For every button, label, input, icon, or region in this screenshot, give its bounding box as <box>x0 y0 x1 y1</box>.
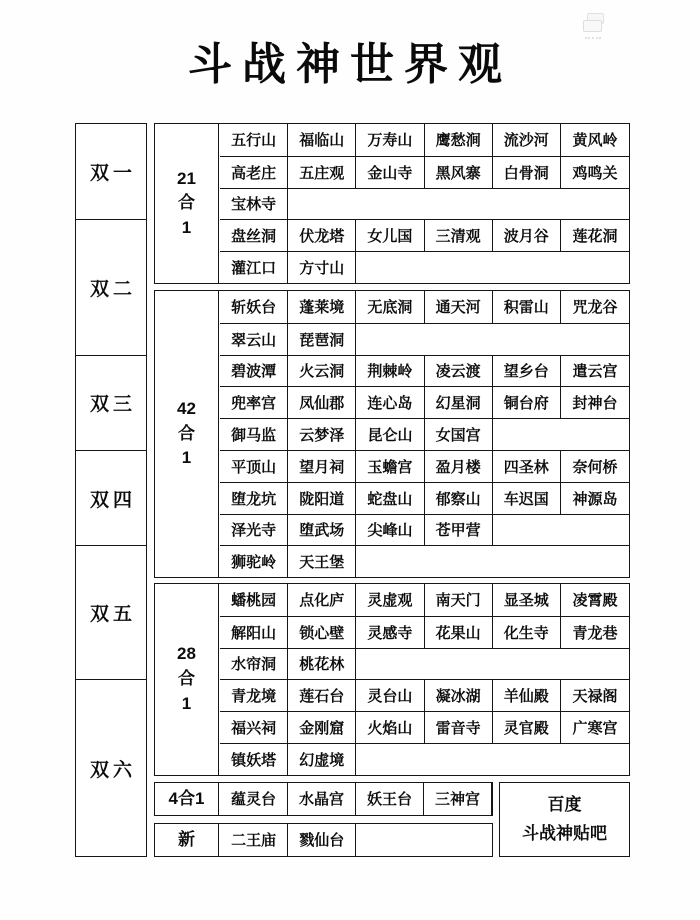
footer-credit-line1: 百度 <box>547 794 582 814</box>
row-group-label: 双六 <box>76 679 146 857</box>
location-cell: 雷音寺 <box>425 712 493 743</box>
location-cell: 莲花洞 <box>572 228 618 246</box>
location-cell: 车迟国 <box>493 483 561 514</box>
location-cell: 羊仙殿 <box>493 680 561 711</box>
location-cell: 堕龙坑 <box>220 483 288 514</box>
table-row <box>220 743 629 775</box>
section-label <box>155 824 219 856</box>
location-cell: 兜率宫 <box>220 387 288 418</box>
table-row <box>220 291 629 323</box>
location-cell: 封神台 <box>572 395 618 413</box>
table-row <box>220 648 629 680</box>
location-cell: 堕武场 <box>288 515 356 546</box>
location-cell: 蓬莱境 <box>288 291 356 323</box>
section-label-line: 21 <box>177 168 196 188</box>
location-cell: 四圣林 <box>493 451 561 482</box>
worldview-table <box>75 123 631 859</box>
location-cell: 无底洞 <box>356 291 424 323</box>
section-label <box>155 124 219 283</box>
location-cell: 盘丝洞 <box>220 220 288 251</box>
table-row <box>220 824 492 856</box>
section-label-line: 1 <box>181 693 192 713</box>
section-rows <box>220 824 492 856</box>
empty-cells <box>493 419 629 450</box>
location-cell: 幻星洞 <box>425 387 493 418</box>
location-cell: 斩妖台 <box>220 291 288 323</box>
location-cell: 神源岛 <box>572 490 618 508</box>
empty-cells <box>356 649 629 680</box>
row-group-label: 双三 <box>76 355 146 450</box>
location-cell: 方寸山 <box>288 252 356 283</box>
location-cell: 苍甲营 <box>425 515 493 546</box>
location-cell: 通天河 <box>425 291 493 323</box>
location-cell: 三神宫 <box>424 783 492 815</box>
location-cell: 玉蟾宫 <box>356 451 424 482</box>
watermark-icon-underline <box>585 33 601 39</box>
location-cell: 花果山 <box>425 617 493 648</box>
section-box <box>154 782 493 816</box>
table-row <box>220 711 629 743</box>
location-cell: 陇阳道 <box>288 483 356 514</box>
section-rows <box>220 124 629 283</box>
empty-cells <box>356 546 629 577</box>
location-cell: 镇妖塔 <box>220 744 288 775</box>
location-cell: 灵官殿 <box>493 712 561 743</box>
table-row <box>220 616 629 648</box>
empty-cells <box>356 744 629 775</box>
location-cell: 凝冰湖 <box>425 680 493 711</box>
watermark-icon-bottom <box>583 20 602 32</box>
location-cell: 连心岛 <box>356 387 424 418</box>
table-row <box>220 783 492 815</box>
location-cell: 波月谷 <box>493 220 561 251</box>
location-cell: 碧波潭 <box>220 356 288 387</box>
section-label <box>155 291 219 577</box>
location-cell: 高老庄 <box>220 157 288 188</box>
section-label-line: 合 <box>178 423 195 443</box>
section-box <box>154 123 630 284</box>
location-cell: 灵感寺 <box>356 617 424 648</box>
location-cell: 三清观 <box>425 220 493 251</box>
location-cell: 广寒宫 <box>572 720 618 738</box>
location-cell: 云梦泽 <box>288 419 356 450</box>
location-cell: 天禄阁 <box>572 688 618 706</box>
location-cell: 灵台山 <box>356 680 424 711</box>
table-row <box>220 450 629 482</box>
location-cell: 遣云宫 <box>572 363 618 381</box>
location-cell: 望月祠 <box>288 451 356 482</box>
row-group-column <box>75 123 147 857</box>
location-cell: 琵琶洞 <box>288 324 356 355</box>
location-cell: 女国宫 <box>425 419 493 450</box>
location-cell: 尖峰山 <box>356 515 424 546</box>
section-rows <box>220 783 492 815</box>
location-cell: 荆棘岭 <box>356 356 424 387</box>
location-cell: 火焰山 <box>356 712 424 743</box>
location-cell: 宝林寺 <box>220 189 288 220</box>
location-cell: 凌云渡 <box>425 356 493 387</box>
section-rows <box>220 584 629 775</box>
section-label <box>155 584 219 775</box>
section-box <box>154 823 493 857</box>
location-cell: 流沙河 <box>493 124 561 156</box>
location-cell: 泽光寺 <box>220 515 288 546</box>
location-cell: 白骨洞 <box>493 157 561 188</box>
location-cell: 蟠桃园 <box>220 584 288 616</box>
table-row <box>220 355 629 387</box>
location-cell: 郁察山 <box>425 483 493 514</box>
row-group-label: 双二 <box>76 219 146 354</box>
empty-cells <box>356 324 629 355</box>
table-row <box>220 514 629 546</box>
location-cell: 灌江口 <box>220 252 288 283</box>
location-cell: 伏龙塔 <box>288 220 356 251</box>
row-group-label: 双一 <box>89 163 136 185</box>
location-cell: 天王堡 <box>288 546 356 577</box>
location-cell: 凌霄殿 <box>572 592 618 610</box>
location-cell: 妖王台 <box>356 783 424 815</box>
location-cell: 二王庙 <box>220 824 288 856</box>
location-cell: 凤仙郡 <box>288 387 356 418</box>
watermark-icon <box>583 13 607 39</box>
section-label-line: 28 <box>177 644 196 664</box>
empty-cells <box>288 189 629 220</box>
table-row <box>220 323 629 355</box>
empty-cells <box>356 252 629 283</box>
table-row <box>220 251 629 283</box>
location-cell: 黑风寨 <box>425 157 493 188</box>
location-cell: 五庄观 <box>288 157 356 188</box>
location-cell: 戮仙台 <box>288 824 356 856</box>
empty-cells <box>356 824 492 856</box>
location-cell: 奈何桥 <box>572 458 618 476</box>
location-cell: 锁心壁 <box>288 617 356 648</box>
location-cell: 蛇盘山 <box>356 483 424 514</box>
table-row <box>220 156 629 188</box>
location-cell: 翠云山 <box>220 324 288 355</box>
table-row <box>220 386 629 418</box>
section-rows <box>220 291 629 577</box>
table-row <box>220 545 629 577</box>
location-cell: 狮驼岭 <box>220 546 288 577</box>
section-label <box>155 783 219 815</box>
table-row <box>220 188 629 220</box>
location-cell: 金山寺 <box>356 157 424 188</box>
location-cell: 青龙巷 <box>572 624 618 642</box>
location-cell: 福兴祠 <box>220 712 288 743</box>
location-cell: 解阳山 <box>220 617 288 648</box>
page-title: 斗战神世界观 <box>188 40 512 89</box>
location-cell: 蕴灵台 <box>220 783 288 815</box>
location-cell: 金刚窟 <box>288 712 356 743</box>
location-cell: 莲石台 <box>288 680 356 711</box>
row-group-label: 双五 <box>76 545 146 679</box>
table-row <box>220 679 629 711</box>
location-cell: 水帘洞 <box>220 649 288 680</box>
location-cell: 化生寺 <box>493 617 561 648</box>
location-cell: 万寿山 <box>356 124 424 156</box>
section-label-line: 合 <box>178 669 195 689</box>
location-cell: 水晶宫 <box>288 783 356 815</box>
location-cell: 灵虚观 <box>356 584 424 616</box>
empty-cells <box>493 515 629 546</box>
location-cell: 福临山 <box>288 124 356 156</box>
location-cell: 盈月楼 <box>425 451 493 482</box>
location-cell: 平顶山 <box>220 451 288 482</box>
table-row <box>220 418 629 450</box>
location-cell: 点化庐 <box>288 584 356 616</box>
location-cell: 显圣城 <box>493 584 561 616</box>
location-cell: 积雷山 <box>493 291 561 323</box>
location-cell: 幻虚境 <box>288 744 356 775</box>
footer-credit-line2: 斗战神贴吧 <box>522 823 607 843</box>
section-label-line: 合 <box>178 193 195 213</box>
location-cell: 望乡台 <box>493 356 561 387</box>
location-cell: 桃花林 <box>288 649 356 680</box>
section-box <box>154 583 630 776</box>
location-cell: 女儿国 <box>356 220 424 251</box>
location-cell: 鸡鸣关 <box>572 164 618 182</box>
section-label-line: 新 <box>178 829 195 849</box>
table-row <box>220 124 629 156</box>
location-cell: 南天门 <box>425 584 493 616</box>
section-label-line: 42 <box>177 399 196 419</box>
location-cell: 青龙境 <box>220 680 288 711</box>
footer-credit-box <box>499 782 630 857</box>
section-label-line: 1 <box>181 448 192 468</box>
table-row <box>220 584 629 616</box>
section-label-line: 1 <box>181 217 192 237</box>
table-row <box>220 219 629 251</box>
location-cell: 黄风岭 <box>572 132 618 150</box>
section-box <box>154 290 630 578</box>
location-cell: 火云洞 <box>288 356 356 387</box>
location-cell: 昆仑山 <box>356 419 424 450</box>
location-cell: 鹰愁涧 <box>425 124 493 156</box>
location-cell: 咒龙谷 <box>572 299 618 317</box>
table-row <box>220 482 629 514</box>
location-cell: 御马监 <box>220 419 288 450</box>
section-label-line: 4合1 <box>168 788 205 808</box>
location-cell: 铜台府 <box>493 387 561 418</box>
row-group-label: 双四 <box>76 450 146 545</box>
location-cell: 五行山 <box>220 124 288 156</box>
